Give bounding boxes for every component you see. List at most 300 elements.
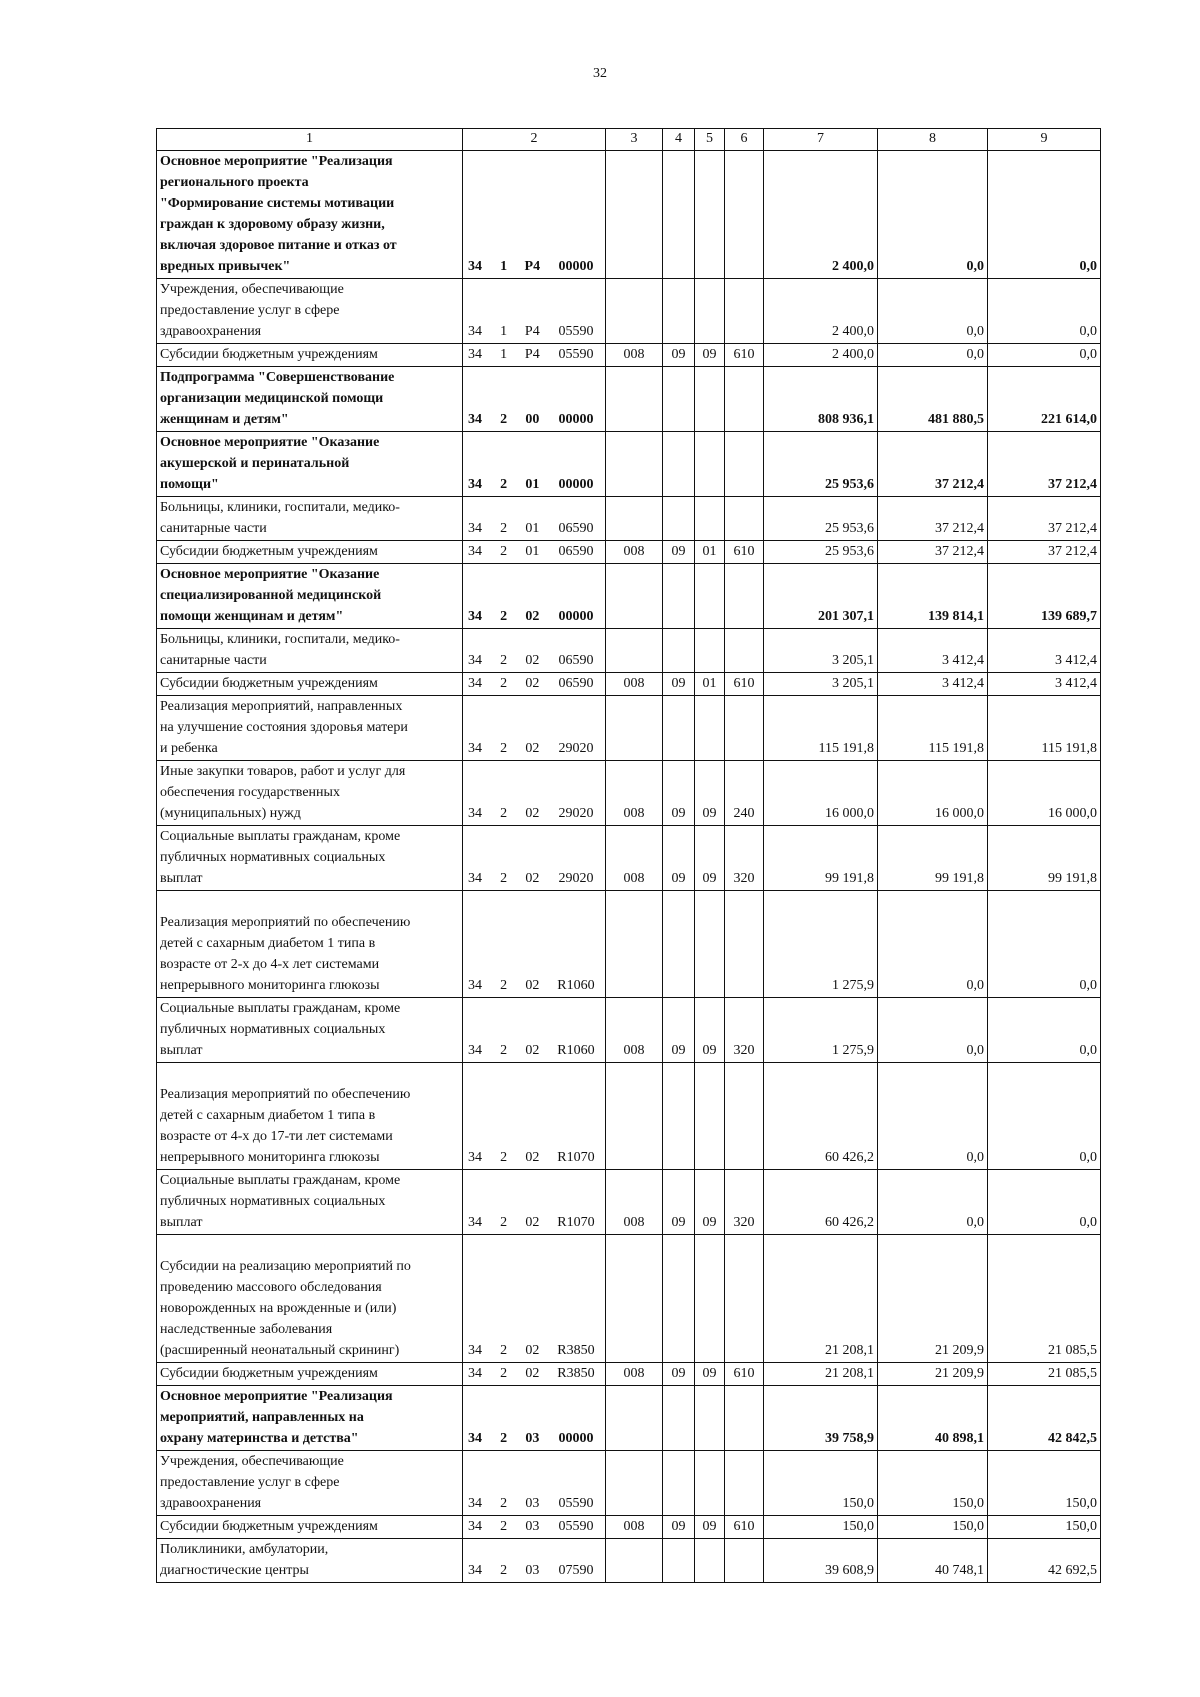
amount-cell-col9: 150,0: [988, 1516, 1101, 1539]
table-row: [157, 1063, 1101, 1170]
section-code-cell: [663, 367, 695, 432]
row-name-line: детей с сахарным диабетом 1 типа в: [160, 936, 376, 951]
row-name-line: выплат: [160, 1043, 203, 1058]
section-code-cell: [663, 1539, 695, 1583]
row-name-line: Реализация мероприятий по обеспечению: [160, 1087, 411, 1102]
section-code-cell: 09: [663, 1516, 695, 1539]
row-name-line: здравоохранения: [160, 1496, 262, 1511]
row-name-line: Реализация мероприятий по обеспечению: [160, 915, 411, 930]
amount-cell-col9: 0,0: [988, 1170, 1101, 1235]
row-name-line: на улучшение состояния здоровья матери: [160, 720, 408, 735]
code-part: 2: [500, 1043, 508, 1058]
code-part: 2: [500, 477, 508, 492]
amount-cell-col8: 481 880,5: [878, 367, 988, 432]
amount-cell-col7: 2 400,0: [764, 279, 878, 344]
row-name-line: Субсидии бюджетным учреждениям: [160, 1366, 378, 1381]
amount-cell-col8: 37 212,4: [878, 497, 988, 541]
subsection-code-cell: [695, 1235, 725, 1363]
code-part: 00000: [558, 412, 594, 427]
code-part: 00000: [558, 259, 594, 274]
amount-cell-col8: 21 209,9: [878, 1235, 988, 1363]
code-part: 34: [468, 1150, 482, 1165]
amount-cell-col9: 0,0: [988, 279, 1101, 344]
amount-cell-col7: 150,0: [764, 1451, 878, 1516]
section-code-cell: 09: [663, 541, 695, 564]
row-name-cell: [157, 1170, 463, 1235]
amount-cell-col8: 16 000,0: [878, 761, 988, 826]
row-name-line: выплат: [160, 871, 203, 886]
code-part: 34: [468, 544, 482, 559]
program-code: [466, 650, 602, 671]
subsection-code-cell: 01: [695, 541, 725, 564]
row-name-line: выплат: [160, 1215, 203, 1230]
subsection-code-cell: [695, 1386, 725, 1451]
code-part: 05590: [558, 1519, 594, 1534]
expense-type-cell: 610: [725, 344, 764, 367]
row-name-line: предоставление услуг в сфере: [160, 303, 340, 318]
row-name-cell: [157, 891, 463, 998]
code-part: 2: [500, 544, 508, 559]
program-code: [466, 474, 602, 495]
code-part: 05590: [558, 1496, 594, 1511]
row-name-line: Субсидии на реализацию мероприятий по: [160, 1259, 411, 1274]
code-part: Р4: [524, 347, 540, 362]
row-name-line: детей с сахарным диабетом 1 типа в: [160, 1108, 376, 1123]
ministry-code-cell: 008: [606, 998, 663, 1063]
row-name-line: непрерывного мониторинга глюкозы: [160, 1150, 380, 1165]
amount-cell-col8: 40 898,1: [878, 1386, 988, 1451]
ministry-code-cell: [606, 696, 663, 761]
expense-type-cell: 610: [725, 1516, 764, 1539]
amount-cell-col8: 99 191,8: [878, 826, 988, 891]
table-row: [157, 673, 1101, 696]
row-name-cell: [157, 367, 463, 432]
program-code-cell: [463, 432, 606, 497]
amount-cell-col7: 3 205,1: [764, 629, 878, 673]
code-part: 02: [525, 1215, 540, 1230]
program-code: [466, 1516, 602, 1537]
code-part: 2: [500, 1496, 508, 1511]
code-part: 2: [500, 806, 508, 821]
row-name-line: Субсидии бюджетным учреждениям: [160, 347, 378, 362]
table-row: [157, 826, 1101, 891]
program-code: [466, 541, 602, 562]
row-name-line: непрерывного мониторинга глюкозы: [160, 978, 380, 993]
amount-cell-col7: 25 953,6: [764, 432, 878, 497]
code-part: 2: [500, 1366, 508, 1381]
subsection-code-cell: 09: [695, 998, 725, 1063]
section-code-cell: [663, 1451, 695, 1516]
amount-cell-col8: 115 191,8: [878, 696, 988, 761]
program-code-cell: [463, 1451, 606, 1516]
section-code-cell: [663, 891, 695, 998]
program-code-cell: [463, 761, 606, 826]
code-part: 34: [468, 741, 482, 756]
row-name-line: публичных нормативных социальных: [160, 1194, 386, 1209]
row-name-line: охрану материнства и детства": [160, 1431, 359, 1446]
code-part: 34: [468, 1343, 482, 1358]
ministry-code-cell: 008: [606, 541, 663, 564]
ministry-code-cell: 008: [606, 1170, 663, 1235]
code-part: 06590: [558, 544, 594, 559]
table-row: [157, 541, 1101, 564]
section-code-cell: [663, 1235, 695, 1363]
subsection-code-cell: [695, 564, 725, 629]
expense-type-cell: 610: [725, 1363, 764, 1386]
subsection-code-cell: [695, 696, 725, 761]
amount-cell-col8: 40 748,1: [878, 1539, 988, 1583]
code-part: 02: [525, 1343, 540, 1358]
amount-cell-col7: 3 205,1: [764, 673, 878, 696]
row-name-cell: [157, 1363, 463, 1386]
program-code: [466, 321, 602, 342]
expense-type-cell: 320: [725, 1170, 764, 1235]
column-header: 2: [463, 129, 606, 151]
code-part: 34: [468, 1519, 482, 1534]
amount-cell-col9: 150,0: [988, 1451, 1101, 1516]
subsection-code-cell: 09: [695, 344, 725, 367]
amount-cell-col8: 0,0: [878, 279, 988, 344]
amount-cell-col8: 37 212,4: [878, 541, 988, 564]
program-code-cell: [463, 279, 606, 344]
section-code-cell: 09: [663, 826, 695, 891]
expense-type-cell: [725, 564, 764, 629]
row-name-line: обеспечения государственных: [160, 785, 340, 800]
code-part: R3850: [557, 1343, 595, 1358]
column-header: 3: [606, 129, 663, 151]
row-name-line: (муниципальных) нужд: [160, 806, 301, 821]
table-row: [157, 497, 1101, 541]
code-part: R1060: [557, 1043, 595, 1058]
row-name-line: возрасте от 4-х до 17-ти лет системами: [160, 1129, 393, 1144]
amount-cell-col7: 39 758,9: [764, 1386, 878, 1451]
table-row: [157, 151, 1101, 279]
program-code: [466, 975, 602, 996]
table-row: [157, 1516, 1101, 1539]
ministry-code-cell: [606, 1451, 663, 1516]
row-name-line: Подпрограмма "Совершенствование: [160, 370, 395, 385]
table-row: [157, 1235, 1101, 1363]
program-code-cell: [463, 1170, 606, 1235]
program-code-cell: [463, 629, 606, 673]
code-part: R1070: [557, 1150, 595, 1165]
code-part: 02: [525, 806, 540, 821]
subsection-code-cell: [695, 1539, 725, 1583]
row-name-cell: [157, 344, 463, 367]
section-code-cell: 09: [663, 761, 695, 826]
row-name-line: Учреждения, обеспечивающие: [160, 282, 344, 297]
amount-cell-col7: 808 936,1: [764, 367, 878, 432]
amount-cell-col8: 150,0: [878, 1516, 988, 1539]
row-name-line: Социальные выплаты гражданам, кроме: [160, 1173, 401, 1188]
section-code-cell: [663, 629, 695, 673]
row-name-cell: [157, 629, 463, 673]
column-header: 5: [695, 129, 725, 151]
code-part: 34: [468, 1215, 482, 1230]
code-part: 34: [468, 259, 482, 274]
amount-cell-col9: 21 085,5: [988, 1235, 1101, 1363]
code-part: 1: [500, 259, 508, 274]
program-code-cell: [463, 826, 606, 891]
program-code-cell: [463, 541, 606, 564]
amount-cell-col9: 0,0: [988, 891, 1101, 998]
program-code: [466, 606, 602, 627]
section-code-cell: [663, 1063, 695, 1170]
amount-cell-col9: 37 212,4: [988, 541, 1101, 564]
expense-type-cell: [725, 1386, 764, 1451]
row-name-line: здравоохранения: [160, 324, 262, 339]
row-name-line: Основное мероприятие "Оказание: [160, 567, 380, 582]
row-name-cell: [157, 826, 463, 891]
row-name-cell: [157, 279, 463, 344]
code-part: 2: [500, 609, 508, 624]
expense-type-cell: [725, 1539, 764, 1583]
code-part: 1: [500, 324, 508, 339]
row-name-line: "Формирование системы мотивации: [160, 196, 395, 211]
code-part: 29020: [558, 741, 594, 756]
program-code: [466, 1363, 602, 1384]
row-name-line: Поликлиники, амбулатории,: [160, 1542, 329, 1557]
amount-cell-col8: 0,0: [878, 1170, 988, 1235]
subsection-code-cell: 09: [695, 826, 725, 891]
row-name-line: женщинам и детям": [160, 412, 289, 427]
code-part: 34: [468, 347, 482, 362]
section-code-cell: [663, 279, 695, 344]
program-code-cell: [463, 151, 606, 279]
code-part: 29020: [558, 806, 594, 821]
section-code-cell: [663, 151, 695, 279]
expense-type-cell: [725, 891, 764, 998]
ministry-code-cell: 008: [606, 761, 663, 826]
code-part: 02: [525, 1043, 540, 1058]
expense-type-cell: 240: [725, 761, 764, 826]
code-part: 34: [468, 1366, 482, 1381]
code-part: 34: [468, 676, 482, 691]
code-part: 02: [525, 741, 540, 756]
ministry-code-cell: [606, 497, 663, 541]
amount-cell-col7: 21 208,1: [764, 1363, 878, 1386]
row-name-cell: [157, 1516, 463, 1539]
table-row: [157, 279, 1101, 344]
header-row: [157, 129, 1101, 151]
section-code-cell: [663, 564, 695, 629]
row-name-line: Основное мероприятие "Реализация: [160, 154, 393, 169]
code-part: 2: [500, 741, 508, 756]
code-part: 34: [468, 477, 482, 492]
program-code: [466, 1428, 602, 1449]
code-part: 2: [500, 1343, 508, 1358]
table-row: [157, 1363, 1101, 1386]
amount-cell-col8: 0,0: [878, 344, 988, 367]
subsection-code-cell: 09: [695, 1170, 725, 1235]
row-name-line: помощи женщинам и детям": [160, 609, 344, 624]
amount-cell-col7: 25 953,6: [764, 541, 878, 564]
row-name-line: диагностические центры: [160, 1563, 309, 1578]
row-name-line: помощи": [160, 477, 219, 492]
code-part: 2: [500, 676, 508, 691]
expense-type-cell: [725, 432, 764, 497]
expense-type-cell: [725, 629, 764, 673]
code-part: 2: [500, 871, 508, 886]
subsection-code-cell: 09: [695, 1363, 725, 1386]
row-name-line: Основное мероприятие "Оказание: [160, 435, 380, 450]
code-part: 02: [525, 609, 540, 624]
table-row: [157, 891, 1101, 998]
code-part: 2: [500, 1150, 508, 1165]
row-name-cell: [157, 1451, 463, 1516]
code-part: 02: [525, 676, 540, 691]
amount-cell-col7: 60 426,2: [764, 1063, 878, 1170]
section-code-cell: [663, 432, 695, 497]
amount-cell-col7: 39 608,9: [764, 1539, 878, 1583]
row-name-cell: [157, 1063, 463, 1170]
program-code-cell: [463, 696, 606, 761]
table-row: [157, 1539, 1101, 1583]
code-part: 2: [500, 521, 508, 536]
program-code: [466, 673, 602, 694]
amount-cell-col9: 42 842,5: [988, 1386, 1101, 1451]
subsection-code-cell: [695, 1063, 725, 1170]
code-part: 03: [525, 1496, 540, 1511]
amount-cell-col7: 115 191,8: [764, 696, 878, 761]
amount-cell-col9: 3 412,4: [988, 673, 1101, 696]
code-part: 00000: [558, 609, 594, 624]
row-name-line: санитарные части: [160, 653, 267, 668]
code-part: 06590: [558, 653, 594, 668]
section-code-cell: [663, 696, 695, 761]
program-code-cell: [463, 1386, 606, 1451]
section-code-cell: 09: [663, 344, 695, 367]
code-part: 2: [500, 1519, 508, 1534]
code-part: 29020: [558, 871, 594, 886]
section-code-cell: 09: [663, 1363, 695, 1386]
row-name-line: санитарные части: [160, 521, 267, 536]
amount-cell-col9: 99 191,8: [988, 826, 1101, 891]
code-part: R1060: [557, 978, 595, 993]
program-code-cell: [463, 1516, 606, 1539]
ministry-code-cell: 008: [606, 1516, 663, 1539]
code-part: Р4: [524, 259, 541, 274]
ministry-code-cell: 008: [606, 673, 663, 696]
code-part: 34: [468, 1043, 482, 1058]
code-part: 1: [500, 347, 508, 362]
ministry-code-cell: [606, 432, 663, 497]
program-code-cell: [463, 1363, 606, 1386]
row-name-line: (расширенный неонатальный скрининг): [160, 1343, 400, 1358]
amount-cell-col8: 0,0: [878, 1063, 988, 1170]
row-name-line: включая здоровое питание и отказ от: [160, 238, 397, 253]
row-name-line: новорожденных на врожденные и (или): [160, 1301, 397, 1316]
row-name-line: Учреждения, обеспечивающие: [160, 1454, 344, 1469]
amount-cell-col7: 201 307,1: [764, 564, 878, 629]
ministry-code-cell: [606, 1386, 663, 1451]
expense-type-cell: [725, 1451, 764, 1516]
amount-cell-col9: 115 191,8: [988, 696, 1101, 761]
code-part: 02: [525, 1366, 540, 1381]
code-part: 02: [525, 1150, 540, 1165]
amount-cell-col7: 1 275,9: [764, 891, 878, 998]
code-part: 34: [468, 806, 482, 821]
code-part: 03: [525, 1563, 540, 1578]
subsection-code-cell: [695, 432, 725, 497]
code-part: 06590: [558, 521, 594, 536]
amount-cell-col8: 0,0: [878, 891, 988, 998]
code-part: 05590: [558, 324, 594, 339]
expense-type-cell: [725, 151, 764, 279]
amount-cell-col9: 37 212,4: [988, 432, 1101, 497]
amount-cell-col8: 139 814,1: [878, 564, 988, 629]
expense-type-cell: [725, 696, 764, 761]
code-part: 00: [525, 412, 540, 427]
table-row: [157, 696, 1101, 761]
program-code: [466, 803, 602, 824]
amount-cell-col7: 99 191,8: [764, 826, 878, 891]
code-part: 2: [500, 978, 508, 993]
amount-cell-col7: 150,0: [764, 1516, 878, 1539]
amount-cell-col9: 16 000,0: [988, 761, 1101, 826]
program-code: [466, 256, 602, 277]
amount-cell-col9: 0,0: [988, 1063, 1101, 1170]
program-code: [466, 1493, 602, 1514]
ministry-code-cell: [606, 1539, 663, 1583]
program-code: [466, 1212, 602, 1233]
ministry-code-cell: 008: [606, 826, 663, 891]
blank-line: [160, 1235, 459, 1256]
ministry-code-cell: [606, 564, 663, 629]
expense-type-cell: [725, 1063, 764, 1170]
code-part: 01: [525, 477, 540, 492]
row-name-line: Субсидии бюджетным учреждениям: [160, 676, 378, 691]
code-part: 2: [500, 1431, 508, 1446]
expense-type-cell: 320: [725, 998, 764, 1063]
code-part: 34: [468, 412, 482, 427]
column-header: 7: [764, 129, 878, 151]
section-code-cell: [663, 497, 695, 541]
program-code-cell: [463, 998, 606, 1063]
program-code: [466, 1147, 602, 1168]
ministry-code-cell: 008: [606, 344, 663, 367]
expense-type-cell: 610: [725, 541, 764, 564]
row-name-cell: [157, 1235, 463, 1363]
code-part: R1070: [557, 1215, 595, 1230]
row-name-cell: [157, 432, 463, 497]
row-name-line: граждан к здоровому образу жизни,: [160, 217, 385, 232]
budget-table: [156, 128, 1101, 1583]
row-name-cell: [157, 541, 463, 564]
subsection-code-cell: 09: [695, 1516, 725, 1539]
code-part: 01: [525, 544, 540, 559]
program-code-cell: [463, 564, 606, 629]
amount-cell-col7: 2 400,0: [764, 344, 878, 367]
row-name-line: Больницы, клиники, госпитали, медико-: [160, 632, 400, 647]
row-name-cell: [157, 151, 463, 279]
amount-cell-col8: 0,0: [878, 151, 988, 279]
row-name-line: Реализация мероприятий, направленных: [160, 699, 403, 714]
section-code-cell: 09: [663, 673, 695, 696]
code-part: 05590: [558, 347, 594, 362]
ministry-code-cell: [606, 1235, 663, 1363]
row-name-line: возрасте от 2-х до 4-х лет системами: [160, 957, 380, 972]
expense-type-cell: [725, 497, 764, 541]
row-name-cell: [157, 1539, 463, 1583]
program-code: [466, 1040, 602, 1061]
table-row: [157, 1170, 1101, 1235]
row-name-line: мероприятий, направленных на: [160, 1410, 364, 1425]
subsection-code-cell: 09: [695, 761, 725, 826]
code-part: 01: [525, 521, 540, 536]
code-part: 03: [525, 1519, 540, 1534]
ministry-code-cell: [606, 629, 663, 673]
